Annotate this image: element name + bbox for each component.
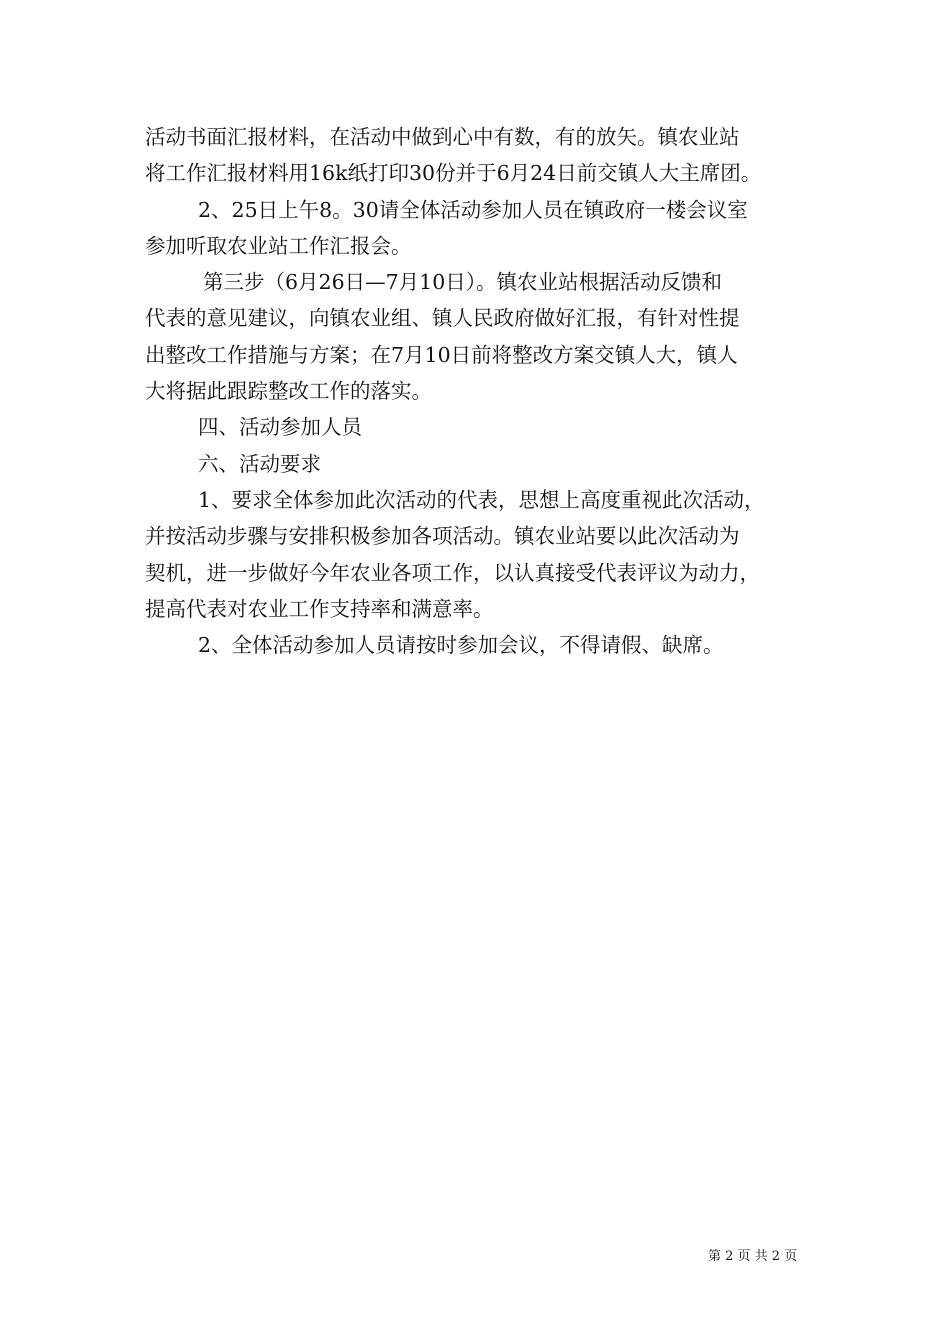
text-line: 1、要求全体参加此次活动的代表，思想上高度重视此次活动， [198,487,765,512]
text-line: 代表的意见建议，向镇农业组、镇人民政府做好汇报，有针对性提 [145,306,740,331]
text-line: 2、全体活动参加人员请按时参加会议，不得请假、缺席。 [198,633,724,658]
text-line: 出整改工作措施与方案；在7月10日前将整改方案交镇人大，镇人 [145,342,738,367]
document-body [145,119,810,663]
text-line: 将工作汇报材料用16k纸打印30份并于6月24日前交镇人大主席团。 [145,161,762,186]
text-line: 提高代表对农业工作支持率和满意率。 [145,596,494,621]
text-line: 契机，进一步做好今年农业各项工作，以认真接受代表评议为动力， [145,560,760,585]
section-heading: 六、活动要求 [198,451,321,476]
text-line: 活动书面汇报材料，在活动中做到心中有数，有的放矢。镇农业站 [145,125,740,149]
section-heading: 四、活动参加人员 [198,415,362,440]
text-line: 参加听取农业站工作汇报会。 [145,233,412,258]
text-line: 并按活动步骤与安排积极参加各项活动。镇农业站要以此次活动为 [145,524,740,549]
text-line: 第三步（6月26日—7月10日）。镇农业站根据活动反馈和 [203,270,723,295]
page-number: 第 2 页 共 2 页 [708,1249,798,1264]
text-line: 大将据此跟踪整改工作的落实。 [145,379,432,404]
text-line: 2、25日上午8。30请全体活动参加人员在镇政府一楼会议室 [198,197,748,222]
